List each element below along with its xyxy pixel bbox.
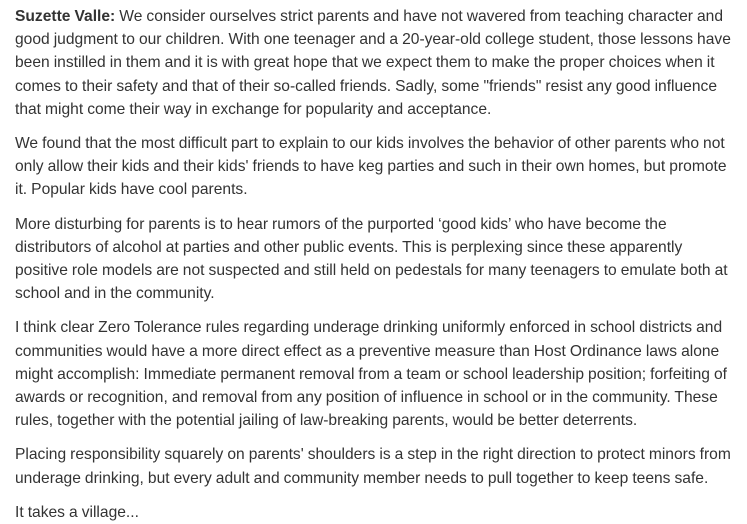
paragraph-4: I think clear Zero Tolerance rules regarding underage drinking uniformly enforced in school districts and communities would have a more direct effect as a preventive measure than Host Ordinance laws alone might accomplish: Immediate permanent removal from a team or school leadership position; forfeiting of awards or recognition, and removal from any position of influence in school or in the community. These rules, together with the potential jailing of law-breaking parents, would be better deterrents. [15,319,728,430]
paragraph-1-text: We consider ourselves strict parents and have not wavered from teaching character and good judgment to our children. With one teenager and a 20-year-old college student, those lessons have been instilled in them and it is with great hope that we expect them to make the proper choices when it comes to their safety and that of their so-called friends. Sadly, some "friends" resist any good influence that might come their way in exchange for popularity and acceptance. [15,8,731,118]
paragraph-3: More disturbing for parents is to hear rumors of the purported ‘good kids’ who have become the distributors of alcohol at parties and other public events. This is perplexing since these apparently positive role models are not suspected and still held on pedestals for many teenagers to emulate both at school and in the community. [15,215,728,303]
paragraph-6: It takes a village... [15,503,139,521]
speaker-name: Suzette Valle: [15,8,116,25]
paragraph-2: We found that the most difficult part to explain to our kids involves the behavior of other parents who not only allow their kids and their kids' friends to have keg parties and such in their own homes, but promote it. Popular kids have cool parents. [15,135,727,199]
paragraph-1 [15,5,732,121]
paragraph-5: Placing responsibility squarely on parents' shoulders is a step in the right direction to protect minors from underage drinking, but every adult and community member needs to pull together to keep teens safe. [15,446,731,487]
